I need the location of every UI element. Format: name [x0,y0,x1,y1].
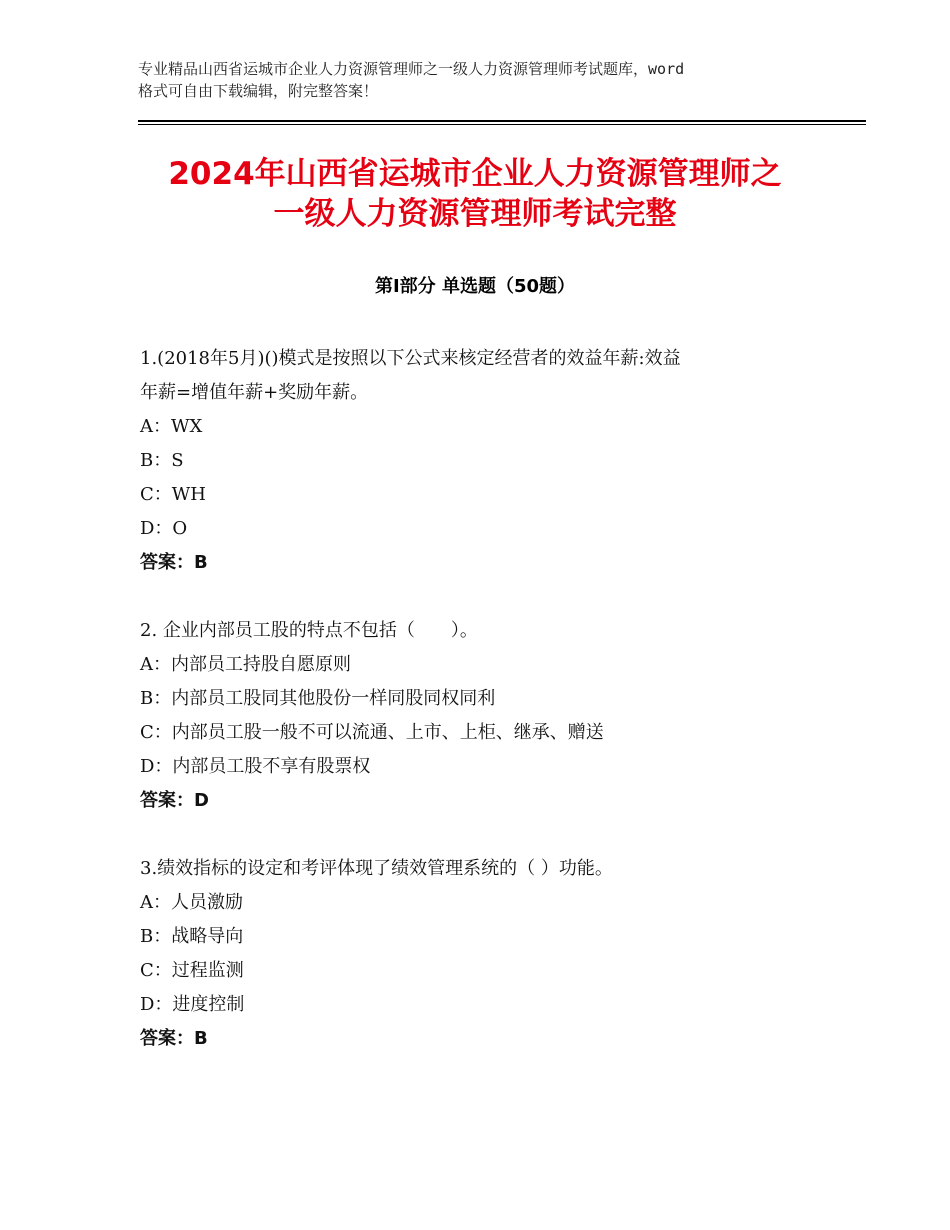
question-3 [140,852,820,1056]
question-1 [140,342,820,580]
question-1-text [140,342,820,410]
question-3-text [140,852,820,886]
question-2-option-c: C：内部员工股一般不可以流通、上市、上柜、继承、赠送 [140,722,604,743]
question-3-answer: 答案：B [140,1028,208,1049]
question-2-option-d: D：内部员工股不享有股票权 [140,756,371,777]
document-title [100,154,850,234]
question-3-option-c: C：过程监测 [140,960,244,981]
question-3-option-d: D：进度控制 [140,994,245,1015]
question-3-option-b: B：战略导向 [140,926,244,947]
header-divider-thin [138,124,866,125]
question-2-text [140,614,820,648]
question-3-option-a: A：人员激励 [140,892,243,913]
question-1-text-line-2: 年薪=增值年薪+奖励年薪。 [140,382,369,403]
header-note-line-1: 专业精品山西省运城市企业人力资源管理师之一级人力资源管理师考试题库，word [138,60,685,78]
question-1-option-d: D：O [140,518,188,539]
question-2-option-a: A：内部员工持股自愿原则 [140,654,351,675]
question-1-answer: 答案：B [140,552,208,573]
question-2 [140,614,820,818]
question-1-option-c: C：WH [140,484,206,505]
document-title-line-1: 2024年山西省运城市企业人力资源管理师之 [168,156,782,192]
document-title-line-2: 一级人力资源管理师考试完整 [273,196,677,232]
question-1-text-line-1: 1.(2018年5月)()模式是按照以下公式来核定经营者的效益年薪:效益 [140,348,681,369]
question-1-option-a: A：WX [140,416,203,437]
question-2-text-line-1: 2. 企业内部员工股的特点不包括（ ）。 [140,620,478,641]
question-3-text-line-1: 3.绩效指标的设定和考评体现了绩效管理系统的（ ）功能。 [140,858,613,879]
question-2-answer: 答案：D [140,790,209,811]
question-2-option-b: B：内部员工股同其他股份一样同股同权同利 [140,688,496,709]
question-1-option-b: B：S [140,450,184,471]
header-divider-thick [138,120,866,122]
header-note-line-2: 格式可自由下载编辑，附完整答案！ [138,82,379,100]
section-heading: 第Ⅰ部分 单选题（50题） [374,276,575,297]
header-note [138,58,828,102]
